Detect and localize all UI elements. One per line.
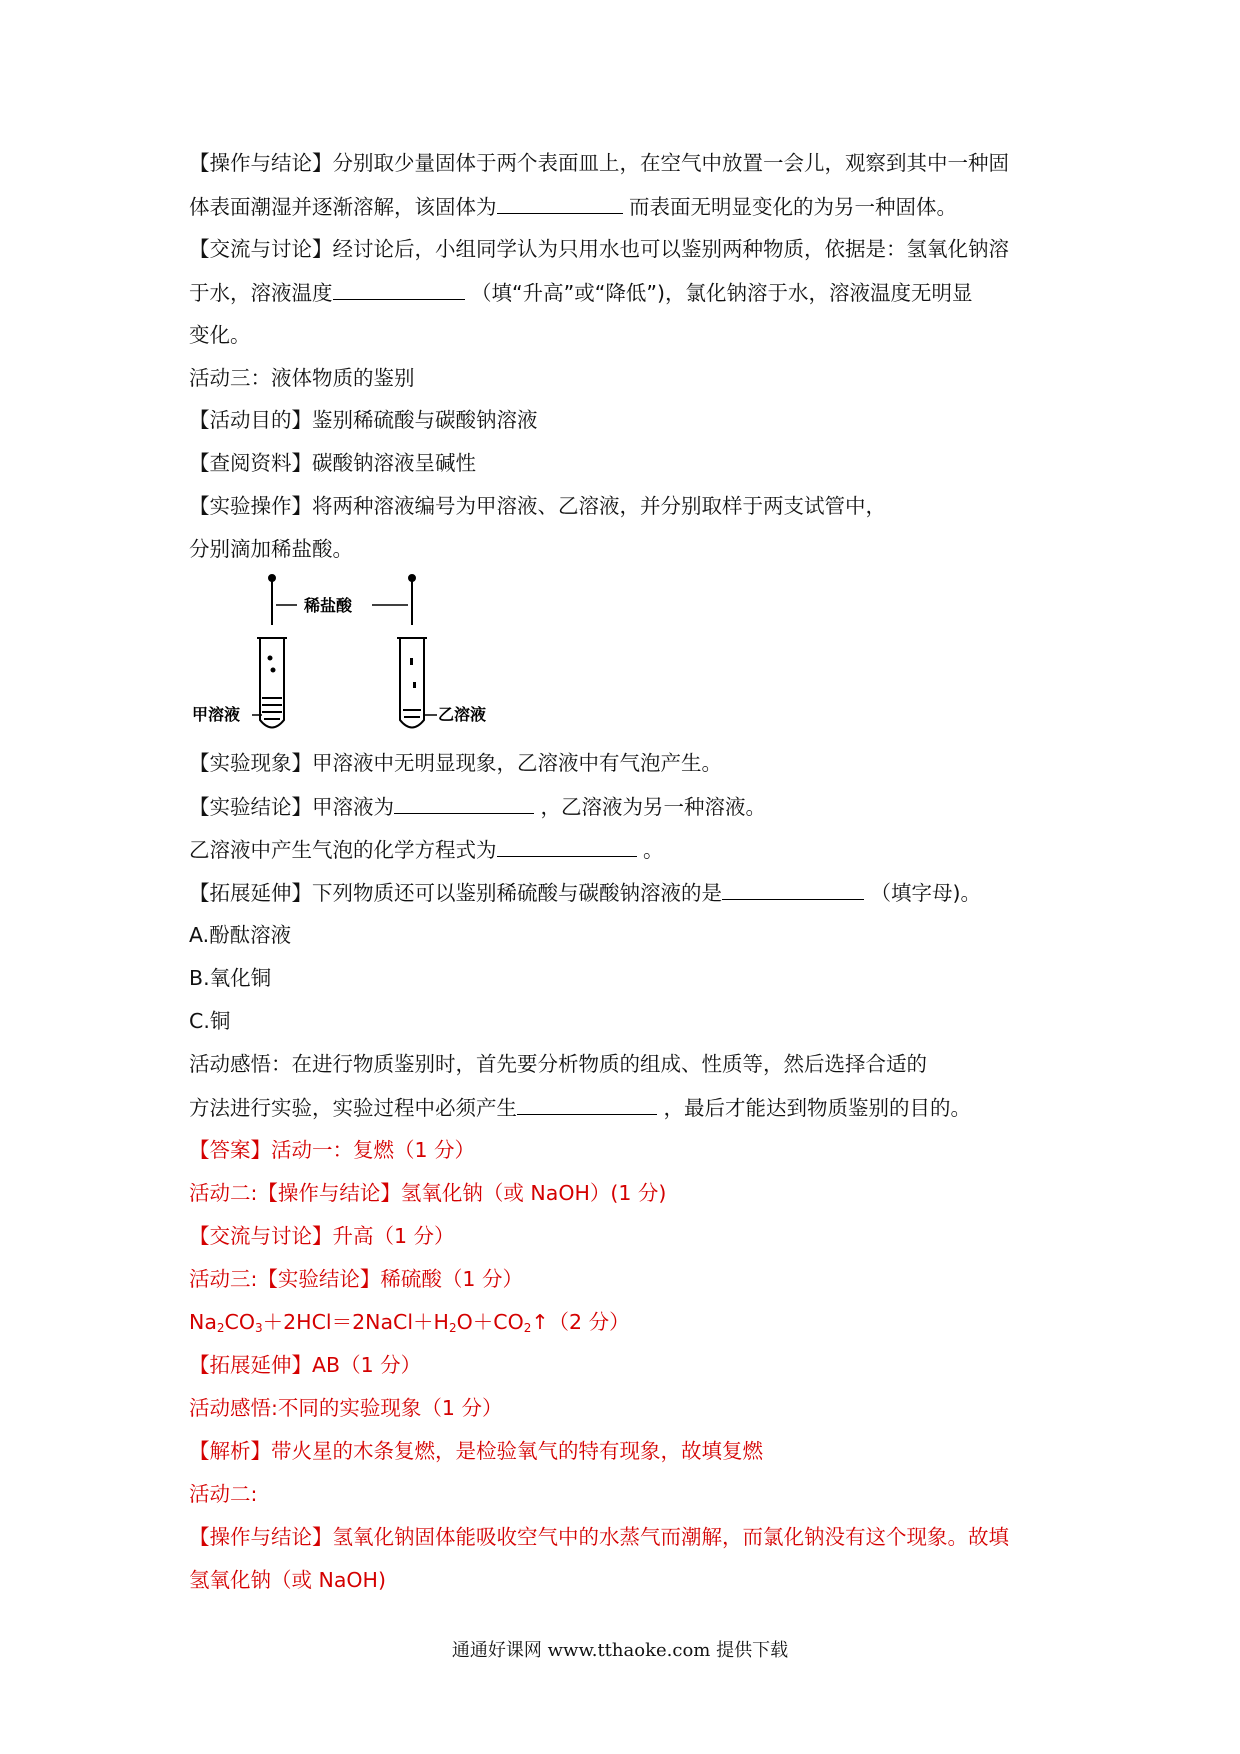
answer-line: 活动三:【实验结论】稀硫酸（1 分）	[189, 1267, 523, 1291]
text: 于水，溶液温度	[189, 281, 333, 305]
answer-line: 活动二:【操作与结论】氢氧化钠（或 NaOH）(1 分)	[189, 1181, 667, 1205]
subscript: 3	[255, 1321, 263, 1335]
answer-blank	[333, 277, 465, 300]
text: 【拓展延伸】下列物质还可以鉴别稀硫酸与碳酸钠溶液的是	[189, 881, 722, 905]
text-line	[189, 277, 973, 308]
text-line: 【操作与结论】分别取少量固体于两个表面皿上，在空气中放置一会儿，观察到其中一种固	[189, 151, 1009, 175]
text-line	[189, 877, 981, 908]
answer-line: 【交流与讨论】升高（1 分）	[189, 1224, 455, 1248]
acid-label: 稀盐酸	[304, 596, 353, 615]
subscript: 2	[216, 1321, 225, 1335]
text-line	[189, 191, 957, 222]
text-line: 【实验操作】将两种溶液编号为甲溶液、乙溶液，并分别取样于两支试管中，	[189, 494, 886, 518]
text-line: 【交流与讨论】经讨论后，小组同学认为只用水也可以鉴别两种物质，依据是：氢氧化钠溶	[189, 237, 1009, 261]
text: Na	[189, 1310, 217, 1334]
answer-blank	[497, 834, 637, 857]
analysis-line: 氢氧化钠（或 NaOH)	[189, 1568, 386, 1592]
text: 方法进行实验，实验过程中必须产生	[189, 1096, 517, 1120]
text-line: 【实验现象】甲溶液中无明显现象，乙溶液中有气泡产生。	[189, 751, 722, 775]
solution-b-label: 乙溶液	[438, 705, 487, 724]
page-footer: 通通好课网 www.tthaoke.com 提供下载	[451, 1640, 789, 1661]
text-line: 【活动目的】鉴别稀硫酸与碳酸钠溶液	[189, 408, 538, 432]
answer-blank	[517, 1092, 657, 1115]
text: O＋CO	[456, 1310, 524, 1334]
text: 。	[636, 838, 664, 862]
text-line: 分别滴加稀盐酸。	[189, 537, 353, 561]
text: 【实验结论】甲溶液为	[189, 795, 394, 819]
text: （填字母)。	[864, 881, 982, 905]
subscript: 2	[448, 1321, 457, 1335]
text: 体表面潮湿并逐渐溶解，该固体为	[189, 195, 497, 219]
text: ，最后才能达到物质鉴别的目的。	[657, 1096, 972, 1120]
analysis-line: 活动二:	[189, 1482, 258, 1506]
text-line: 活动感悟：在进行物质鉴别时，首先要分析物质的组成、性质等，然后选择合适的	[189, 1052, 927, 1076]
text-line	[189, 834, 664, 865]
answer-line: 活动感悟:不同的实验现象（1 分）	[189, 1396, 503, 1420]
text: ＋2HCl＝2NaCl＋H	[262, 1310, 449, 1334]
answer-blank	[722, 877, 864, 900]
text-line	[189, 1092, 971, 1123]
option-b: B.氧化铜	[189, 966, 272, 990]
text: ，乙溶液为另一种溶液。	[534, 795, 767, 819]
option-c: C.铜	[189, 1009, 231, 1033]
answer-line: 【答案】活动一：复燃（1 分）	[189, 1138, 476, 1162]
solution-a-label: 甲溶液	[192, 705, 241, 724]
option-a: A.酚酞溶液	[189, 923, 292, 947]
text: （填“升高”或“降低”)，氯化钠溶于水，溶液温度无明显	[464, 281, 973, 305]
text: CO	[224, 1310, 255, 1334]
text-line: 【查阅资料】碳酸钠溶液呈碱性	[189, 451, 476, 475]
answer-blank	[394, 791, 534, 814]
text: 而表面无明显变化的为另一种固体。	[622, 195, 958, 219]
answer-blank	[497, 191, 623, 214]
text: ↑（2 分）	[531, 1310, 630, 1334]
text-line: 变化。	[189, 323, 251, 347]
text-line: 活动三：液体物质的鉴别	[189, 366, 415, 390]
analysis-line: 【解析】带火星的木条复燃，是检验氧气的特有现象，故填复燃	[189, 1439, 763, 1463]
text-line	[189, 791, 766, 822]
subscript: 2	[523, 1321, 532, 1335]
chemical-equation	[189, 1307, 630, 1343]
text: 乙溶液中产生气泡的化学方程式为	[189, 838, 497, 862]
analysis-line: 【操作与结论】氢氧化钠固体能吸收空气中的水蒸气而潮解，而氯化钠没有这个现象。故填	[189, 1525, 1009, 1549]
test-tube-diagram	[192, 570, 512, 750]
answer-line: 【拓展延伸】AB（1 分）	[189, 1353, 422, 1377]
